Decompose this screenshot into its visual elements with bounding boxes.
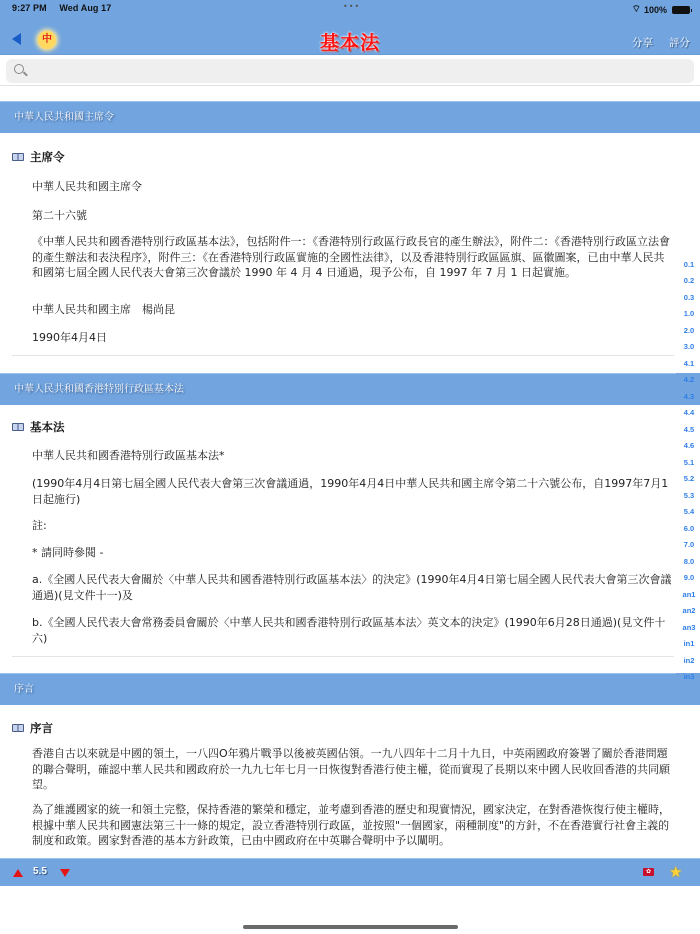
share-button[interactable]: 分享 [632,37,653,49]
status-bar-left [12,3,121,13]
navigation-bar [0,0,700,55]
page-title: 基本法 [319,32,380,54]
paragraph: 《中華人民共和國香港特別行政區基本法》，包括附件一：《香港特別行政區行政長官的產生辦法》，附件二：《香港特別行政區立法會的產生辦法和表決程序》，附件三：《在香港特別行政區實施的全國性法律》，以及香港特別行政區區旗、區徽圖案，已由中華人民共和國第七屆全國人民代表大會第三次會議於 1990 年 4 月 4 日通過，現予公布，自 1997 年 7 月 1 日起實施。 [32,235,670,279]
current-section-number: 5.5 [33,866,47,877]
index-item[interactable]: 2.0 [683,326,695,335]
book-icon [12,724,24,732]
status-time: 9:27 PM [12,3,47,13]
index-item[interactable]: an1 [682,590,696,599]
document-content[interactable] [0,87,700,857]
nav-actions [632,35,690,50]
search-bar [0,55,700,86]
index-item[interactable]: 8.0 [683,557,695,566]
paragraph: 第二十六號 [32,209,87,222]
rate-button[interactable]: 評分 [669,37,690,49]
paragraph: 香港自古以來就是中國的領土，一八四O年鴉片戰爭以後被英國佔領。一九八四年十二月十九日，中英兩國政府簽署了關於香港問題的聯合聲明，確認中華人民共和國政府於一九九七年七月一日恢復對香港行使主權，從而實現了長期以來中國人民收回香港的共同願望。 [32,747,670,791]
index-item[interactable]: 5.2 [683,474,695,483]
index-item[interactable]: 4.1 [683,359,695,368]
index-item[interactable]: 0.2 [683,276,695,285]
index-item[interactable]: 4.6 [683,441,695,450]
paragraph: 中華人民共和國香港特別行政區基本法* [32,449,225,462]
index-item[interactable]: an3 [682,623,696,632]
index-item[interactable]: 4.2 [683,375,695,384]
index-item[interactable]: 7.0 [683,540,695,549]
multitasking-dots-icon[interactable]: ••• [343,2,361,11]
paragraph: 為了維護國家的統一和領土完整，保持香港的繁榮和穩定，並考慮到香港的歷史和現實情況，國家決定，在對香港恢復行使主權時，根據中華人民共和國憲法第三十一條的規定，設立香港特別行政區，並按照"一個國家，兩種制度"的方針，不在香港實行社會主義的制度和政策。國家對香港的基本方針政策，已由中國政府在中英聯合聲明中予以闡明。 [32,803,670,847]
index-item[interactable]: 5.1 [683,458,695,467]
previous-section-arrow-icon[interactable] [13,869,23,877]
bottom-toolbar [0,858,700,886]
paragraph: b.《全國人民代表大會常務委員會關於〈中華人民共和國香港特別行政區基本法〉英文本的決定》(1990年6月28日通過)(見文件十六) [32,616,666,645]
battery-icon [672,6,690,14]
back-arrow-icon[interactable] [12,33,21,45]
section-heading [12,419,65,435]
status-bar-right [632,3,690,16]
paragraph: 中華人民共和國主席 楊尚昆 [32,303,175,316]
heading-text: 主席令 [30,150,65,164]
divider [12,656,674,657]
search-input[interactable] [32,61,682,81]
index-item[interactable]: 4.4 [683,408,695,417]
book-icon [12,423,24,431]
paragraph: 中華人民共和國主席令 [32,180,142,193]
section-header-basic-law[interactable]: 中華人民共和國香港特別行政區基本法 [0,373,700,405]
search-field[interactable] [6,59,694,83]
index-item[interactable]: in2 [683,656,695,665]
section-header-presidential-order[interactable]: 中華人民共和國主席令 [0,101,700,133]
paragraph: * 請同時參閱 - [32,546,104,559]
index-item[interactable]: 6.0 [683,524,695,533]
next-section-arrow-icon[interactable] [60,869,70,877]
language-toggle-button[interactable]: 中 [38,31,56,49]
index-item[interactable]: 1.0 [683,309,695,318]
index-item[interactable]: 3.0 [683,342,695,351]
index-item[interactable]: 0.1 [683,260,695,269]
paragraph: 註: [32,519,47,532]
index-item[interactable]: an2 [682,606,696,615]
paragraph: (1990年4月4日第七屆全國人民代表大會第三次會議通過，1990年4月4日中華人民共和國主席令第二十六號公布，自1997年7月1日起施行) [32,477,669,506]
index-item[interactable]: 0.3 [683,293,695,302]
index-item[interactable]: 4.3 [683,392,695,401]
heading-text: 基本法 [30,420,65,434]
heading-text: 序言 [30,721,53,735]
section-header-preamble[interactable]: 序言 [0,673,700,705]
wifi-icon: ⌔ [631,4,641,15]
paragraph: 1990年4月4日 [32,331,107,344]
section-heading [12,720,53,736]
index-item[interactable]: 5.4 [683,507,695,516]
section-heading [12,149,65,165]
search-icon [14,64,24,74]
battery-percent: 100% [643,4,667,15]
index-item[interactable]: 4.5 [683,425,695,434]
favorite-star-icon[interactable]: ★ [669,863,683,881]
home-indicator[interactable] [243,925,458,929]
status-date: Wed Aug 17 [59,3,112,13]
paragraph: a.《全國人民代表大會關於〈中華人民共和國香港特別行政區基本法〉的決定》(1990年4月4日第七屆全國人民代表大會第三次會議通過)(見文件十一)及 [32,573,672,602]
divider [12,355,674,356]
index-item[interactable]: in3 [683,672,695,681]
index-item[interactable]: 9.0 [683,573,695,582]
index-item[interactable]: in1 [683,639,695,648]
index-item[interactable]: 5.3 [683,491,695,500]
book-icon [12,153,24,161]
hk-flag-icon[interactable]: ✿ [643,868,654,876]
